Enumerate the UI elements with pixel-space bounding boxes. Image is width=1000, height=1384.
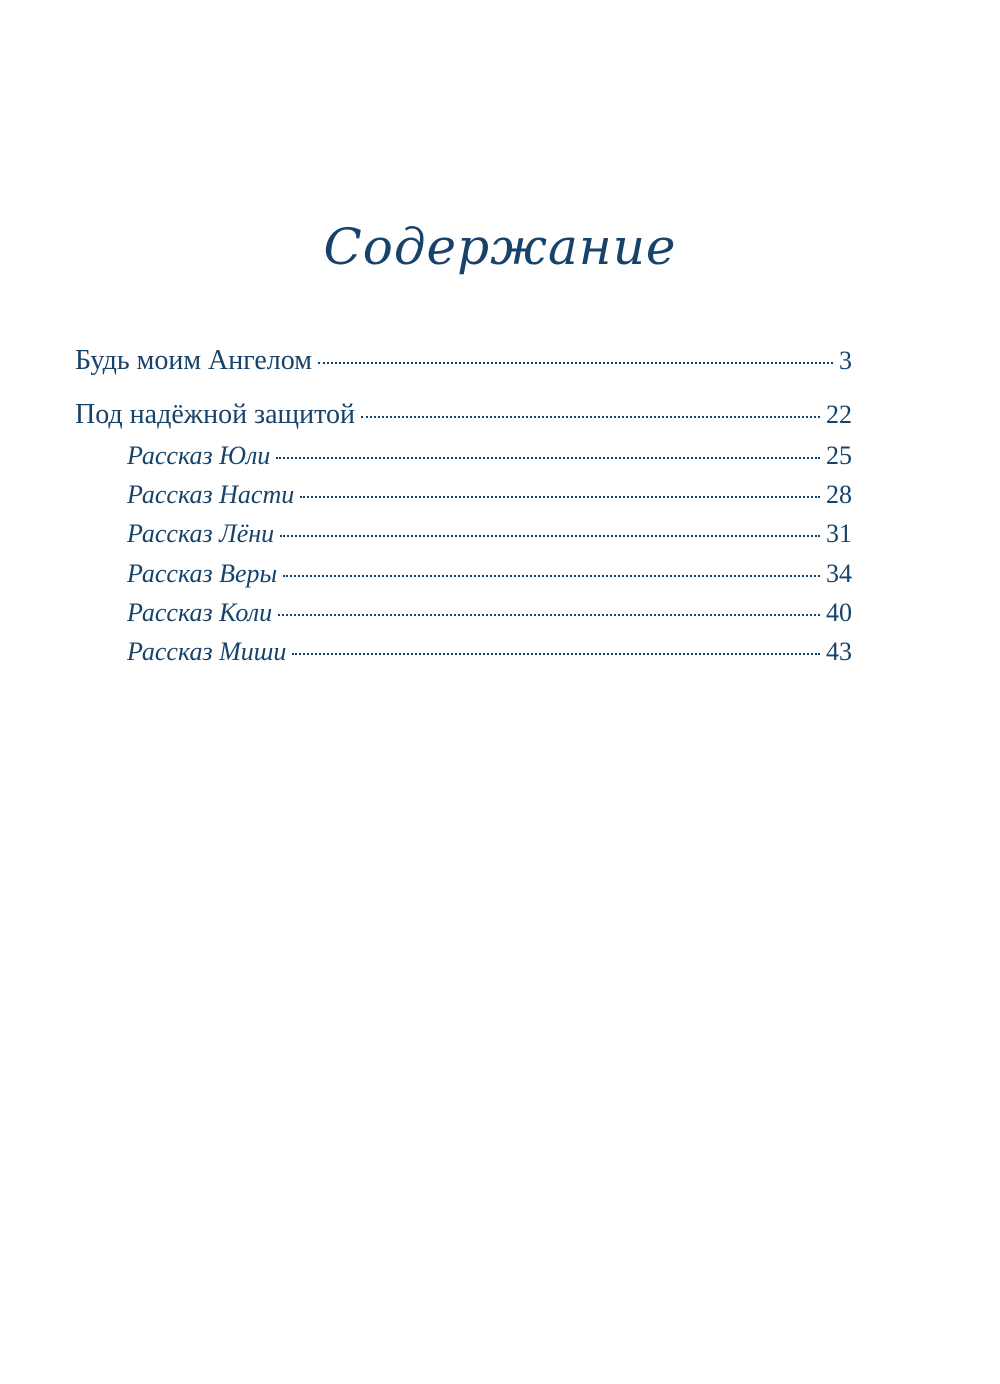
toc-subentry-page-number: 28 <box>826 480 852 509</box>
toc-subentry-page-number: 31 <box>826 519 852 548</box>
toc-entry[interactable] <box>75 399 852 431</box>
toc-subentry[interactable] <box>127 559 852 589</box>
toc-subentry[interactable] <box>127 637 852 667</box>
toc-subentry[interactable] <box>127 598 852 628</box>
toc-subentry-label: Рассказ Миши <box>127 637 287 666</box>
page-title: Содержание <box>323 218 677 276</box>
dot-leader <box>278 614 820 616</box>
toc-entry[interactable] <box>75 345 852 377</box>
toc-subentry-page-number: 25 <box>826 441 852 470</box>
dot-leader <box>292 653 820 655</box>
toc-subentry[interactable] <box>127 519 852 549</box>
toc-subentry-label: Рассказ Лёни <box>127 519 275 548</box>
toc-subentry-label: Рассказ Веры <box>127 559 278 588</box>
dot-leader <box>318 362 833 364</box>
toc-subentry-page-number: 43 <box>826 637 852 666</box>
toc-subentry-page-number: 34 <box>826 559 852 588</box>
toc-entry-page-number: 3 <box>839 346 852 375</box>
toc-entry-label: Под надёжной защитой <box>75 399 355 430</box>
toc-subentry-label: Рассказ Насти <box>127 480 295 509</box>
toc-subentry-label: Рассказ Юли <box>127 441 271 470</box>
dot-leader <box>283 575 820 577</box>
dot-leader <box>280 535 820 537</box>
toc-subentry[interactable] <box>127 441 852 471</box>
dot-leader <box>276 457 820 459</box>
toc-subentry-label: Рассказ Коли <box>127 598 273 627</box>
toc-entry-label: Будь моим Ангелом <box>75 345 312 376</box>
toc-subentry-page-number: 40 <box>826 598 852 627</box>
dot-leader <box>361 416 820 418</box>
toc-subentry[interactable] <box>127 480 852 510</box>
dot-leader <box>300 496 820 498</box>
toc-entry-page-number: 22 <box>826 400 852 429</box>
